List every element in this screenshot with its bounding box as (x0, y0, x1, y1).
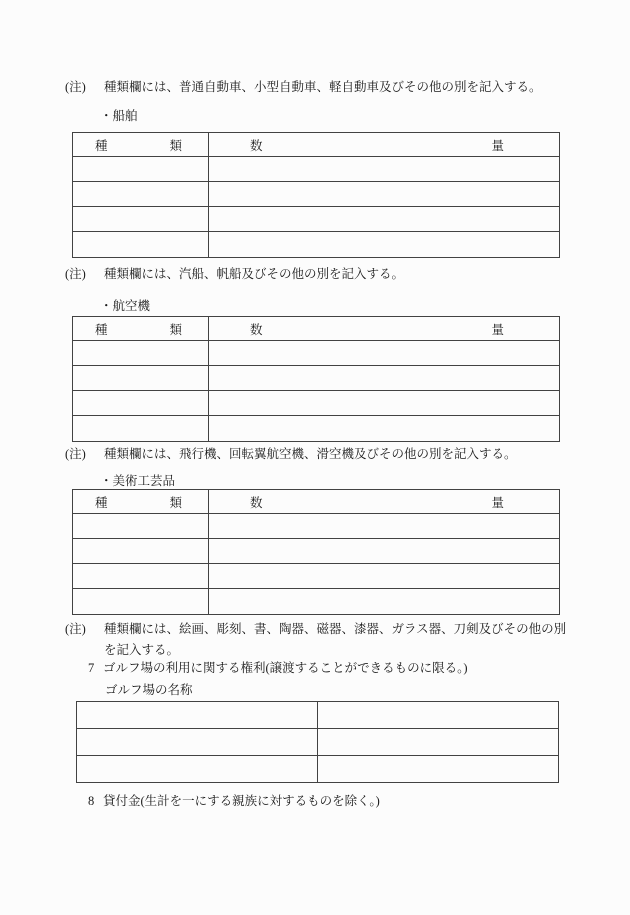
header-type-char-right: 類 (169, 138, 182, 153)
section-number: 7 (88, 661, 95, 675)
header-cell-type (73, 133, 209, 156)
header-cell-type (73, 317, 209, 340)
section-8-heading (88, 791, 380, 809)
golf-value-cell (318, 756, 558, 782)
table-row (73, 366, 559, 391)
note-label: (注) (65, 447, 86, 461)
type-cell (73, 539, 209, 563)
type-cell (73, 207, 209, 231)
note-text: 種類欄には、汽船、帆船及びその他の別を記入する。 (104, 267, 405, 281)
table-row (77, 729, 558, 756)
note-label: (注) (65, 622, 86, 636)
header-quantity-char-left: 数 (250, 138, 263, 153)
quantity-cell (209, 366, 559, 390)
table-row (73, 207, 559, 232)
type-cell (73, 341, 209, 365)
table-header-row (73, 317, 559, 341)
quantity-cell (209, 391, 559, 415)
header-quantity-char-left: 数 (250, 322, 263, 337)
table-header-row (73, 133, 559, 157)
type-cell (73, 391, 209, 415)
golf-name-cell (77, 729, 318, 755)
note-text: 種類欄には、飛行機、回転翼航空機、滑空機及びその他の別を記入する。 (104, 447, 517, 461)
bullet-art-craft: ・美術工芸品 (100, 474, 176, 488)
table-header-row (73, 490, 559, 514)
header-type-char-right: 類 (169, 495, 182, 510)
table-row (73, 232, 559, 257)
quantity-cell (209, 232, 559, 257)
quantity-cell (209, 539, 559, 563)
note-text: 種類欄には、絵画、彫刻、書、陶器、磁器、漆器、ガラス器、刀剣及びその他の別 (104, 622, 567, 636)
golf-value-cell (318, 702, 558, 728)
header-cell-quantity (209, 133, 559, 156)
header-quantity-char-right: 量 (491, 138, 504, 153)
type-cell (73, 564, 209, 588)
header-cell-type (73, 490, 209, 513)
quantity-cell (209, 589, 559, 614)
header-type-char-right: 類 (169, 322, 182, 337)
section-7-heading (88, 658, 468, 676)
type-cell (73, 182, 209, 206)
golf-name-cell (77, 756, 318, 782)
section-title: ゴルフ場の利用に関する権利(譲渡することができるものに限る。) (103, 661, 468, 675)
note-label: (注) (65, 80, 86, 94)
header-quantity-char-left: 数 (250, 495, 263, 510)
quantity-cell (209, 207, 559, 231)
quantity-cell (209, 341, 559, 365)
section-number: 8 (88, 794, 95, 808)
header-cell-quantity (209, 490, 559, 513)
header-type-char-left: 種 (95, 138, 108, 153)
table-row (73, 514, 559, 539)
ships-table (72, 132, 560, 258)
art-craft-table (72, 489, 560, 615)
table-row (73, 182, 559, 207)
table-row (73, 539, 559, 564)
type-cell (73, 157, 209, 181)
type-cell (73, 232, 209, 257)
table-row (73, 157, 559, 182)
golf-course-name-label: ゴルフ場の名称 (105, 683, 193, 697)
aircraft-table (72, 316, 560, 442)
type-cell (73, 416, 209, 441)
table-row (77, 702, 558, 729)
table-row (73, 564, 559, 589)
note-label: (注) (65, 267, 86, 281)
type-cell (73, 589, 209, 614)
quantity-cell (209, 182, 559, 206)
bullet-ships: ・船舶 (100, 109, 138, 123)
header-quantity-char-right: 量 (491, 322, 504, 337)
header-type-char-left: 種 (95, 495, 108, 510)
quantity-cell (209, 564, 559, 588)
note-aircraft (65, 444, 517, 465)
note-text: 種類欄には、普通自動車、小型自動車、軽自動車及びその他の別を記入する。 (104, 80, 542, 94)
type-cell (73, 366, 209, 390)
note-text-continued: を記入する。 (104, 643, 180, 657)
table-row (73, 341, 559, 366)
quantity-cell (209, 416, 559, 441)
note-automobiles (65, 77, 542, 98)
table-row (73, 416, 559, 441)
header-type-char-left: 種 (95, 322, 108, 337)
table-row (73, 589, 559, 614)
bullet-aircraft: ・航空機 (100, 299, 151, 313)
table-row (77, 756, 558, 782)
type-cell (73, 514, 209, 538)
quantity-cell (209, 514, 559, 538)
section-title: 貸付金(生計を一にする親族に対するものを除く。) (103, 794, 380, 808)
note-ships (65, 264, 404, 285)
header-quantity-char-right: 量 (491, 495, 504, 510)
header-cell-quantity (209, 317, 559, 340)
golf-course-table (76, 701, 559, 783)
note-art-craft (65, 619, 566, 661)
golf-value-cell (318, 729, 558, 755)
quantity-cell (209, 157, 559, 181)
golf-name-cell (77, 702, 318, 728)
table-row (73, 391, 559, 416)
